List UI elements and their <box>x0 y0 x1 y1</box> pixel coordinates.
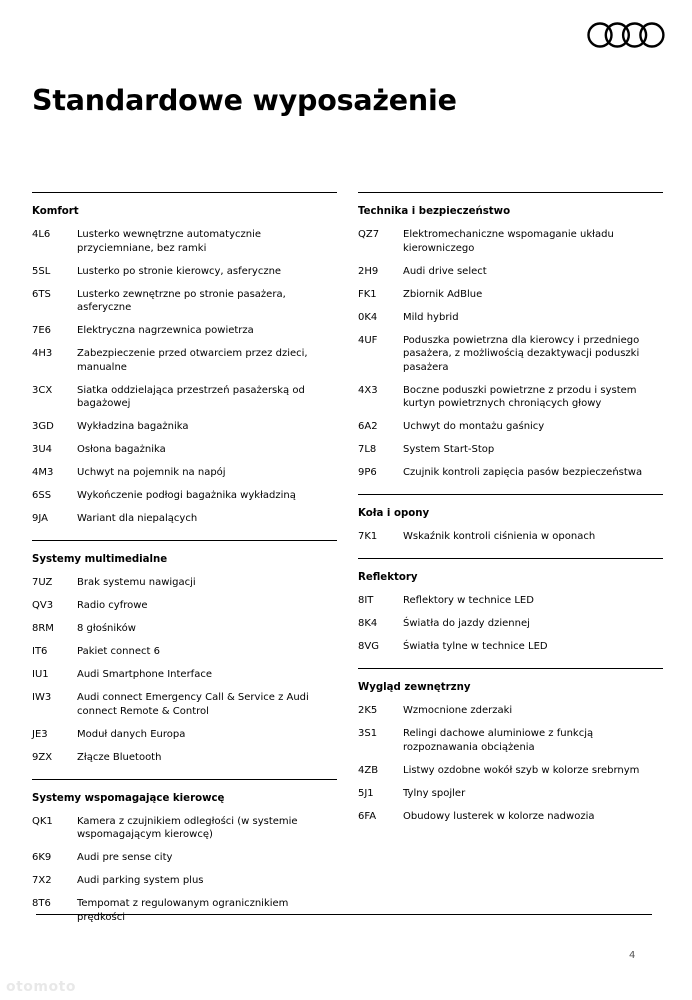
equipment-description: Tylny spojler <box>403 787 466 799</box>
equipment-code: 3GD <box>32 421 54 432</box>
equipment-code: 0K4 <box>358 311 378 323</box>
equipment-row <box>358 288 663 302</box>
equipment-code: 7L8 <box>358 444 377 455</box>
right-column <box>358 192 663 838</box>
equipment-description: Audi parking system plus <box>77 875 204 886</box>
equipment-code: 7X2 <box>32 875 52 886</box>
equipment-code: 3CX <box>32 384 53 396</box>
equipment-description: Obudowy lusterek w kolorze nadwozia <box>403 810 595 822</box>
equipment-description: Elektryczna nagrzewnica powietrza <box>77 325 254 336</box>
equipment-code: 6TS <box>32 288 51 300</box>
equipment-row <box>358 384 663 411</box>
equipment-code: JE3 <box>32 728 48 740</box>
equipment-section <box>358 558 663 668</box>
equipment-description: Poduszka powietrzna dla kierowcy i przedniego pasażera, z możliwością dezaktywacji poduszki pasażera <box>403 334 640 373</box>
equipment-description: Wskaźnik kontroli ciśnienia w oponach <box>403 531 596 542</box>
equipment-code: QK1 <box>32 815 53 827</box>
equipment-row <box>32 489 337 503</box>
equipment-code: FK1 <box>358 288 377 300</box>
equipment-description: Tempomat z regulowanym ogranicznikiem prędkości <box>77 898 289 923</box>
equipment-description: Moduł danych Europa <box>77 728 186 740</box>
equipment-code: 9ZX <box>32 751 53 763</box>
bottom-divider <box>36 914 652 915</box>
equipment-description: Wariant dla niepalących <box>77 513 198 524</box>
equipment-row <box>32 384 337 411</box>
equipment-description: Wykładzina bagażnika <box>77 421 189 432</box>
equipment-row <box>358 466 663 480</box>
equipment-code: 8VG <box>358 641 379 652</box>
equipment-description: 8 głośników <box>77 623 136 634</box>
equipment-code: 2K5 <box>358 705 378 716</box>
equipment-row <box>32 443 337 457</box>
section-title: Systemy multimedialne <box>32 554 168 565</box>
equipment-description: Pakiet connect 6 <box>77 646 160 657</box>
section-title: Komfort <box>32 206 79 217</box>
section-title: Technika i bezpieczeństwo <box>358 206 511 217</box>
equipment-row <box>358 420 663 434</box>
equipment-code: 4ZB <box>358 764 379 776</box>
equipment-description: Wzmocnione zderzaki <box>403 705 513 716</box>
equipment-description: Reflektory w technice LED <box>403 595 534 606</box>
equipment-code: 8IT <box>358 595 374 606</box>
equipment-code: 3U4 <box>32 444 53 455</box>
equipment-description: Światła tylne w technice LED <box>403 641 548 652</box>
equipment-description: Uchwyt do montażu gaśnicy <box>403 421 545 432</box>
equipment-row <box>32 265 337 279</box>
equipment-row <box>358 311 663 325</box>
audi-rings-logo-icon <box>586 20 668 50</box>
equipment-row <box>32 622 337 636</box>
equipment-row <box>358 764 663 778</box>
equipment-row <box>358 594 663 608</box>
equipment-code: 5J1 <box>358 787 374 799</box>
equipment-description: Złącze Bluetooth <box>77 751 162 763</box>
watermark: otomoto <box>6 979 76 995</box>
equipment-code: 9JA <box>32 513 48 524</box>
equipment-code: IU1 <box>32 669 49 680</box>
equipment-description: System Start-Stop <box>403 444 495 455</box>
equipment-row <box>358 704 663 718</box>
equipment-code: 9P6 <box>358 467 377 478</box>
equipment-description: Uchwyt na pojemnik na napój <box>77 467 226 478</box>
equipment-code: 3S1 <box>358 728 378 739</box>
equipment-section <box>358 494 663 558</box>
equipment-code: 2H9 <box>358 265 379 277</box>
equipment-row <box>358 787 663 801</box>
equipment-row <box>358 810 663 824</box>
equipment-row <box>32 347 337 374</box>
equipment-description: Relingi dachowe aluminiowe z funkcją rozpoznawania obciążenia <box>403 728 594 753</box>
equipment-code: 7UZ <box>32 577 53 588</box>
equipment-code: 6SS <box>32 490 52 501</box>
equipment-code: 4UF <box>358 334 378 346</box>
equipment-code: 7K1 <box>358 531 378 542</box>
equipment-row <box>32 874 337 888</box>
equipment-row <box>358 640 663 654</box>
equipment-row <box>32 576 337 590</box>
page-title: Standardowe wyposażenie <box>32 84 457 117</box>
equipment-row <box>358 265 663 279</box>
equipment-row <box>32 599 337 613</box>
equipment-row <box>32 815 337 842</box>
equipment-description: Boczne poduszki powietrzne z przodu i system kurtyn powietrznych chroniących głowy <box>403 384 637 409</box>
equipment-code: 6A2 <box>358 421 378 432</box>
equipment-row <box>32 851 337 865</box>
equipment-row <box>32 691 337 718</box>
equipment-row <box>32 466 337 480</box>
page-number: 4 <box>629 950 636 961</box>
equipment-row <box>32 420 337 434</box>
equipment-description: Lusterko po stronie kierowcy, asferyczne <box>77 265 282 277</box>
equipment-description: Lusterko wewnętrzne automatycznie przyciemniane, bez ramki <box>77 229 262 254</box>
equipment-section <box>32 540 337 779</box>
equipment-row <box>32 668 337 682</box>
equipment-code: 7E6 <box>32 325 52 336</box>
equipment-description: Zabezpieczenie przed otwarciem przez dzieci, manualne <box>77 348 308 373</box>
left-column <box>32 192 337 939</box>
equipment-row <box>32 645 337 659</box>
equipment-code: 8RM <box>32 623 54 634</box>
equipment-row <box>32 512 337 526</box>
equipment-code: 4X3 <box>358 384 378 396</box>
equipment-description: Wykończenie podłogi bagażnika wykładziną <box>77 490 296 501</box>
equipment-section <box>358 668 663 838</box>
equipment-description: Audi connect Emergency Call & Service z Audi connect Remote & Control <box>77 692 309 717</box>
equipment-description: Radio cyfrowe <box>77 600 148 611</box>
equipment-code: 8K4 <box>358 618 378 629</box>
equipment-description: Kamera z czujnikiem odległości (w systemie wspomagającym kierowcę) <box>77 815 298 840</box>
equipment-row <box>32 728 337 742</box>
equipment-description: Siatka oddzielająca przestrzeń pasażerską od bagażowej <box>77 384 305 409</box>
section-title: Wygląd zewnętrzny <box>358 682 471 693</box>
equipment-row <box>32 228 337 255</box>
equipment-row <box>32 897 337 924</box>
equipment-row <box>32 288 337 315</box>
section-title: Systemy wspomagające kierowcę <box>32 792 225 804</box>
equipment-description: Audi Smartphone Interface <box>77 669 212 680</box>
equipment-row <box>358 727 663 754</box>
equipment-description: Listwy ozdobne wokół szyb w kolorze srebrnym <box>403 764 640 776</box>
equipment-section <box>358 192 663 494</box>
equipment-code: 4L6 <box>32 229 51 240</box>
equipment-description: Czujnik kontroli zapięcia pasów bezpieczeństwa <box>403 467 643 478</box>
equipment-row <box>358 530 663 544</box>
equipment-row <box>358 617 663 631</box>
equipment-description: Światła do jazdy dziennej <box>403 618 530 629</box>
equipment-code: 4M3 <box>32 467 54 478</box>
equipment-code: QV3 <box>32 600 54 611</box>
equipment-description: Lusterko zewnętrzne po stronie pasażera, asferyczne <box>77 288 286 313</box>
section-title: Koła i opony <box>358 508 430 519</box>
equipment-description: Elektromechaniczne wspomaganie układu kierowniczego <box>403 229 614 254</box>
section-title: Reflektory <box>358 572 418 583</box>
equipment-code: 8T6 <box>32 898 51 909</box>
equipment-code: 4H3 <box>32 348 53 359</box>
equipment-description: Brak systemu nawigacji <box>77 577 196 588</box>
equipment-description: Audi drive select <box>403 265 487 277</box>
equipment-row <box>358 228 663 255</box>
equipment-row <box>32 751 337 765</box>
equipment-row <box>32 324 337 338</box>
equipment-code: QZ7 <box>358 229 380 240</box>
equipment-code: 5SL <box>32 265 51 277</box>
equipment-description: Audi pre sense city <box>77 852 173 863</box>
equipment-section <box>32 192 337 540</box>
equipment-code: IW3 <box>32 692 52 703</box>
equipment-code: 6FA <box>358 810 377 822</box>
equipment-description: Zbiornik AdBlue <box>403 288 483 300</box>
equipment-row <box>358 443 663 457</box>
equipment-description: Osłona bagażnika <box>77 444 166 455</box>
equipment-description: Mild hybrid <box>403 311 459 323</box>
equipment-row <box>358 334 663 375</box>
equipment-code: IT6 <box>32 646 48 657</box>
equipment-code: 6K9 <box>32 852 52 863</box>
